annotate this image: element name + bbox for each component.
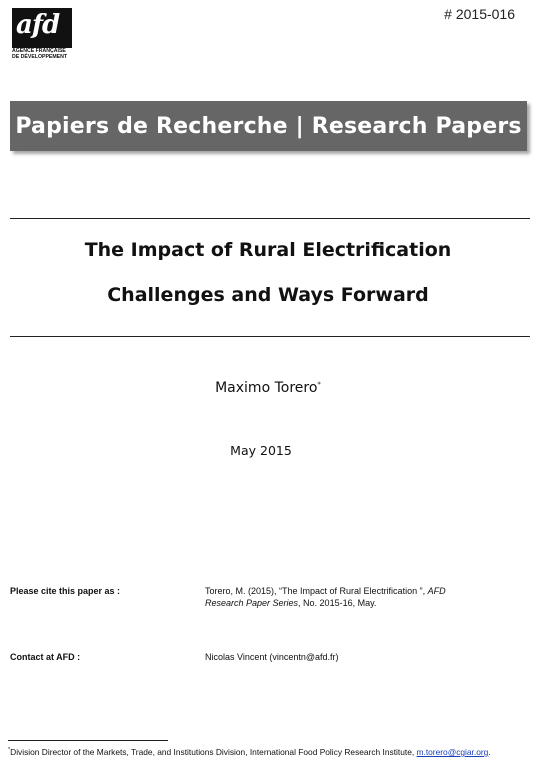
citation-part1: Torero, M. (2015), “The Impact of Rural Electrification ”, [205,586,426,596]
title-top-rule [10,218,530,219]
contact-text: Nicolas Vincent (vincentn@afd.fr) [205,652,339,662]
series-banner [10,101,527,151]
author-name: Maximo Torero [215,380,318,396]
contact-label: Contact at AFD : [10,652,81,662]
logo-mark [12,8,72,48]
footnote [8,745,508,758]
logo-subtitle [12,48,82,60]
author [0,380,536,396]
publication-date: May 2015 [230,443,292,458]
citation-italic-series: Research Paper Series [205,598,299,608]
title-line-1: The Impact of Rural Electrification [84,239,452,261]
afd-logo [12,8,80,68]
citation-text [205,585,505,609]
logo-subtitle-line2: DE DÉVELOPPEMENT [12,54,68,60]
paper-number: # 2015-016 [444,6,515,22]
citation-part2: , No. 2015-16, May. [298,598,377,608]
author-footnote-mark: * [317,380,321,389]
banner-text: Papiers de Recherche | Research Papers [15,113,522,139]
logo-text: afd [16,10,60,40]
footnote-text: Division Director of the Markets, Trade, and Institutions Division, International Food Policy Research Institute, [10,746,415,757]
citation-label: Please cite this paper as : [10,586,121,596]
footnote-rule [8,740,168,741]
logo-subtitle-line1: AGENCE FRANÇAISE [12,48,66,54]
footnote-end: . [488,746,491,757]
citation-italic-afd: AFD [427,586,446,596]
footnote-mark: * [8,747,11,753]
title-bottom-rule [10,336,530,337]
title-line-2: Challenges and Ways Forward [107,284,429,306]
footnote-email-link[interactable]: m.torero@cgiar.org [416,746,489,757]
